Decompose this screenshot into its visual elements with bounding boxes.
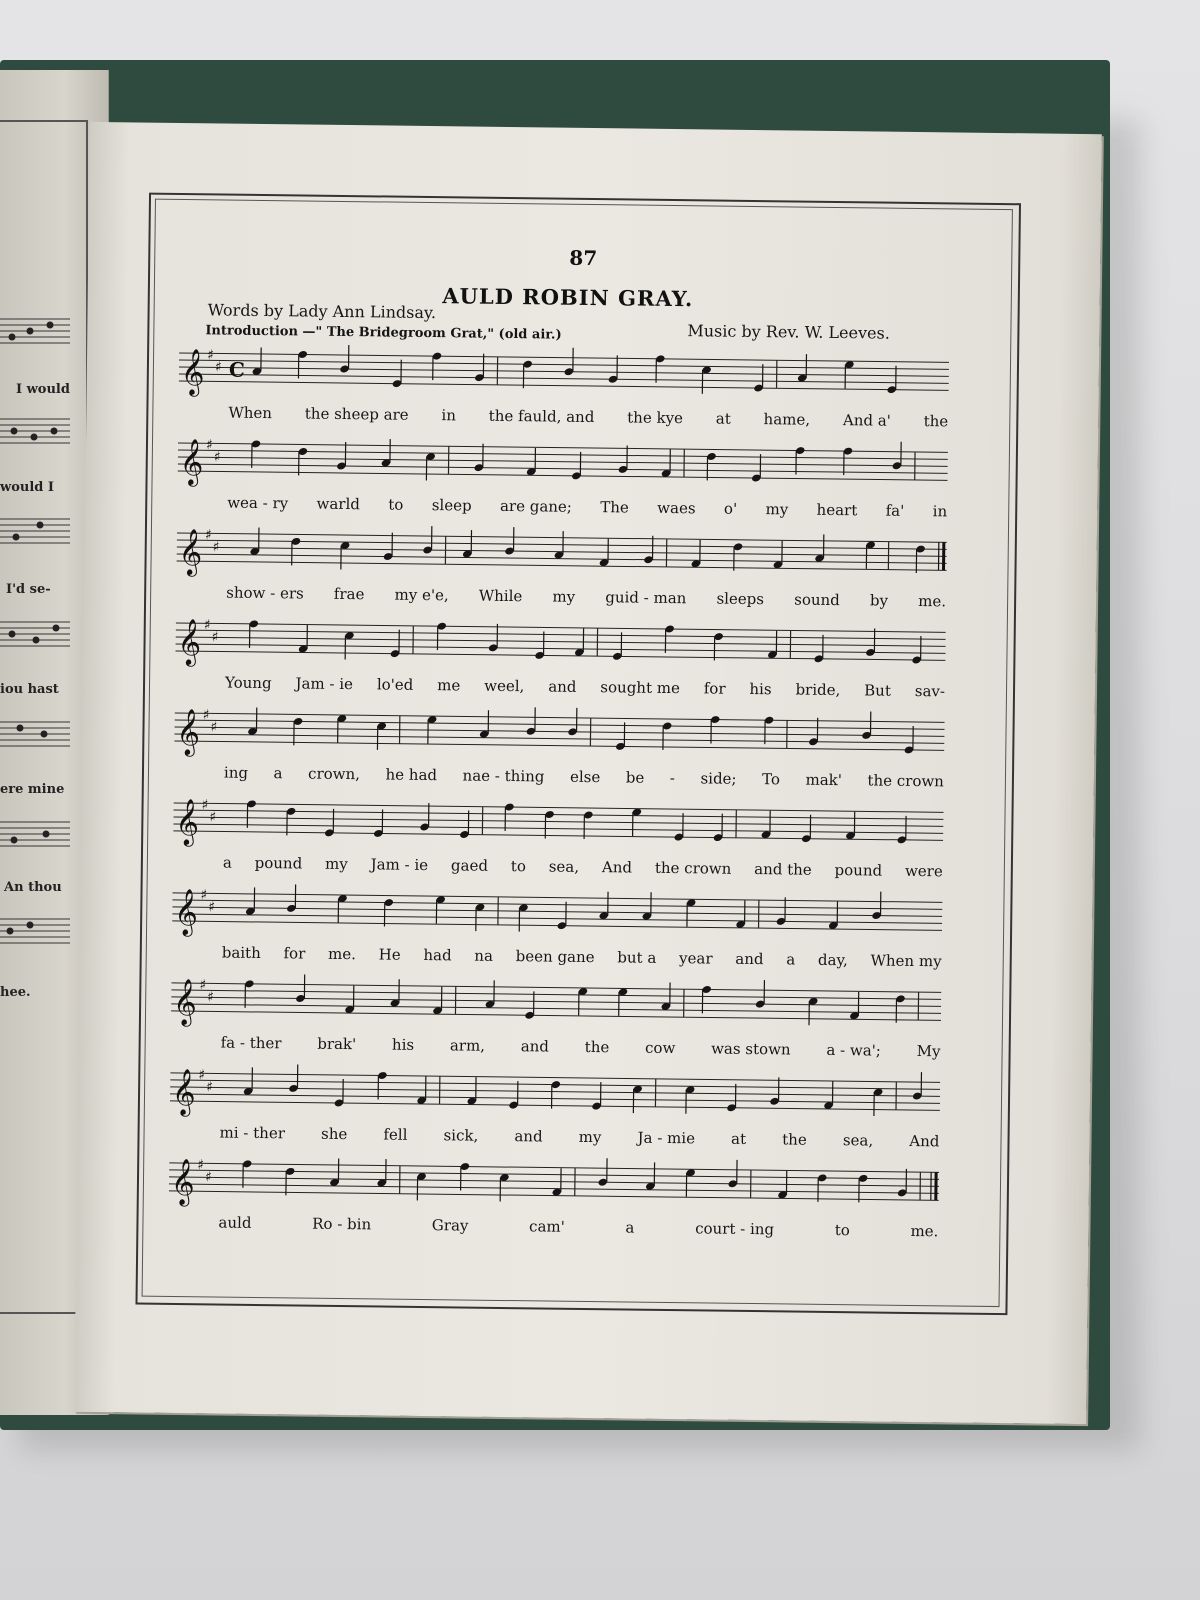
lyric-syllable: sea, <box>548 857 580 876</box>
lyric-syllable: and the <box>754 860 812 879</box>
lyric-syllable: else <box>569 767 601 787</box>
lyric-syllable: the crown <box>867 771 945 791</box>
left-staff-fragment <box>0 618 70 652</box>
left-staff-fragment <box>0 415 70 449</box>
lyric-syllable: the fauld, and <box>488 406 595 427</box>
lyric-syllable: side; <box>700 769 737 788</box>
music-staff <box>172 881 943 950</box>
sharp-icon: ♯ <box>205 437 213 454</box>
treble-clef-icon: 𝄞 <box>177 618 202 666</box>
song-title: AULD ROBIN GRAY. <box>442 283 694 312</box>
lyric-syllable: at <box>715 409 731 428</box>
sharp-icon: ♯ <box>204 527 212 544</box>
treble-clef-icon: 𝄞 <box>171 1068 196 1116</box>
lyric-syllable: brak' <box>317 1034 357 1054</box>
lyric-syllable: While <box>478 586 523 606</box>
left-page-text: An thou <box>4 880 62 895</box>
treble-clef-icon: 𝄞 <box>175 798 200 846</box>
lyric-syllable: year <box>678 949 713 968</box>
lyric-syllable: lo'ed <box>376 675 414 694</box>
lyric-syllable: in <box>441 406 457 425</box>
music-staff <box>171 971 942 1040</box>
treble-clef-icon: 𝄞 <box>180 348 205 396</box>
lyric-syllable: and <box>735 949 764 969</box>
left-page-text: I would <box>16 382 70 397</box>
lyric-syllable: his <box>749 679 772 699</box>
lyric-syllable: weel, <box>484 676 525 696</box>
lyric-syllable: court - ing <box>695 1219 775 1239</box>
lyric-syllable: was stown <box>711 1039 791 1059</box>
lyric-syllable: by <box>869 591 889 610</box>
sharp-icon: ♯ <box>200 887 208 904</box>
lyric-syllable: to <box>834 1221 850 1240</box>
lyric-syllable: my <box>324 854 348 874</box>
introduction-note: Introduction —" The Bridegroom Grat," (old air.) <box>205 323 562 343</box>
lyric-syllable: fell <box>383 1125 408 1144</box>
lyric-syllable: baith <box>221 943 261 963</box>
lyric-syllable: and <box>520 1037 550 1056</box>
lyric-syllable: a <box>786 950 796 969</box>
music-staff <box>177 431 948 500</box>
lyric-syllable: cow <box>644 1038 676 1058</box>
lyric-syllable: My <box>916 1042 941 1061</box>
music-staff <box>176 521 947 590</box>
lyric-syllable: hame, <box>763 410 811 429</box>
treble-clef-icon: 𝄞 <box>178 528 203 576</box>
lyric-syllable: mi - ther <box>219 1123 286 1143</box>
left-staff-fragment <box>0 915 70 949</box>
sharp-icon: ♯ <box>208 899 216 916</box>
sharp-icon: ♯ <box>197 1157 205 1174</box>
lyric-syllable: day, <box>817 950 848 970</box>
lyric-syllable: she <box>320 1124 348 1144</box>
lyric-syllable: crown, <box>308 764 361 784</box>
lyric-syllable: sought me <box>600 678 681 698</box>
lyric-syllable: a <box>273 764 283 783</box>
treble-clef-icon: 𝄞 <box>170 1158 195 1206</box>
lyric-syllable: warld <box>316 494 361 514</box>
lyric-syllable: When <box>228 403 273 423</box>
lyric-syllable: to <box>510 857 527 876</box>
lyric-syllable: Gray <box>431 1216 469 1235</box>
lyric-syllable: pound <box>834 861 883 880</box>
treble-clef-icon: 𝄞 <box>179 438 204 486</box>
lyric-syllable: been gane <box>515 947 595 967</box>
lyric-syllable: na <box>474 946 494 965</box>
sharp-icon: ♯ <box>201 797 209 814</box>
music-staff <box>175 611 946 680</box>
lyric-syllable: Ja - mie <box>637 1128 696 1148</box>
lyric-syllable: my e'e, <box>394 585 449 605</box>
lyric-syllable: bride, <box>795 680 841 700</box>
lyric-syllable: sav- <box>914 681 946 701</box>
sharp-icon: ♯ <box>203 617 211 634</box>
lyric-syllable: The <box>600 498 629 517</box>
lyric-syllable: sleeps <box>716 589 765 609</box>
lyric-syllable: cam' <box>529 1217 565 1236</box>
lyric-syllable: And a' <box>842 411 891 430</box>
lyric-syllable: And <box>601 858 633 877</box>
lyric-syllable: for <box>703 679 726 698</box>
lyric-syllable: my <box>552 587 576 606</box>
lyric-syllable: gaed <box>450 856 489 875</box>
lyric-syllable: mak' <box>805 770 843 790</box>
left-staff-fragment <box>0 315 70 349</box>
music-staff <box>174 701 945 770</box>
music-system <box>168 1151 939 1258</box>
lyric-syllable: a - wa'; <box>826 1040 882 1060</box>
lyric-syllable: nae - thing <box>462 766 545 786</box>
treble-clef-icon: 𝄞 <box>173 888 199 936</box>
lyric-syllable: the <box>584 1037 610 1057</box>
lyric-syllable: guid - man <box>605 588 687 608</box>
music-staff <box>179 341 950 410</box>
lyric-syllable: ing <box>223 763 249 782</box>
music-credit: Music by Rev. W. Leeves. <box>687 321 890 343</box>
sharp-icon: ♯ <box>199 977 207 994</box>
lyric-syllable: show - ers <box>226 583 304 603</box>
left-staff-fragment <box>0 818 70 852</box>
lyric-syllable: the kye <box>627 408 684 428</box>
lyric-syllable: and <box>548 677 577 696</box>
lyric-syllable: the <box>782 1130 807 1149</box>
lyric-syllable: a <box>625 1218 635 1237</box>
lyric-syllable: my <box>765 500 789 519</box>
lyric-syllable: he had <box>385 765 438 785</box>
lyric-syllable: arm, <box>449 1036 486 1055</box>
left-staff-fragment <box>0 718 70 752</box>
left-page-text: iou hast <box>0 682 59 697</box>
lyric-syllable: sick, <box>443 1126 479 1145</box>
common-time-icon: C <box>228 357 245 382</box>
lyric-syllable: a <box>222 853 232 872</box>
lyric-syllable: be <box>625 768 645 787</box>
treble-clef-icon: 𝄞 <box>176 708 201 756</box>
left-page-text: ere mine <box>0 782 65 797</box>
lyric-syllable: And <box>909 1131 940 1151</box>
music-staff <box>169 1151 940 1220</box>
page-number: 87 <box>569 245 598 271</box>
lyric-syllable: the crown <box>654 858 732 878</box>
sharp-icon: ♯ <box>214 359 222 376</box>
lyric-syllable: sound <box>794 590 840 610</box>
lyric-syllable: in <box>932 502 948 521</box>
sharp-icon: ♯ <box>204 1169 212 1186</box>
lyric-syllable: but a <box>617 948 657 967</box>
lyric-syllable: were <box>904 861 943 881</box>
lyric-syllable: frae <box>333 584 365 604</box>
music-staff <box>170 1061 941 1130</box>
left-page-text: hee. <box>0 985 31 1000</box>
sharp-icon: ♯ <box>202 707 210 724</box>
lyric-syllable: me <box>437 676 461 695</box>
lyric-syllable: Jam - ie <box>370 855 429 875</box>
lyric-syllable: To <box>761 770 781 789</box>
lyric-syllable: fa' <box>885 501 905 520</box>
left-staff-fragment <box>0 515 70 549</box>
lyric-syllable: sea, <box>842 1131 874 1150</box>
words-credit: Words by Lady Ann Lindsay. <box>207 300 437 323</box>
song-page <box>74 122 1102 1424</box>
lyric-syllable: are gane; <box>499 496 573 516</box>
treble-clef-icon: 𝄞 <box>172 978 198 1026</box>
lyric-syllable: fa - ther <box>220 1033 282 1053</box>
lyric-syllable: - <box>669 769 676 788</box>
left-page-frame <box>0 120 88 1314</box>
lyric-syllable: pound <box>254 853 303 873</box>
lyric-syllable: the <box>923 412 949 431</box>
lyric-syllable: waes <box>657 498 696 518</box>
lyric-syllable: When my <box>870 951 942 971</box>
lyric-syllable: to <box>388 495 404 514</box>
lyric-syllable: me. <box>327 944 357 964</box>
sharp-icon: ♯ <box>207 989 215 1006</box>
sharp-icon: ♯ <box>213 449 221 466</box>
lyric-syllable: o' <box>723 499 738 518</box>
sharp-icon: ♯ <box>198 1067 206 1084</box>
lyric-syllable: Young <box>224 673 272 693</box>
lyric-syllable: at <box>731 1129 747 1148</box>
lyric-syllable: me. <box>910 1221 939 1241</box>
lyric-syllable: me. <box>918 592 947 611</box>
music-staff <box>173 791 944 860</box>
lyric-syllable: He <box>378 945 401 964</box>
sharp-icon: ♯ <box>206 1079 214 1096</box>
lyric-syllable: Jam - ie <box>295 674 354 694</box>
lyric-syllable: heart <box>816 500 858 520</box>
sharp-icon: ♯ <box>212 539 220 556</box>
lyric-syllable: my <box>578 1127 602 1147</box>
sharp-icon: ♯ <box>210 719 218 736</box>
sharp-icon: ♯ <box>206 347 214 364</box>
lyric-syllable: and <box>514 1127 543 1146</box>
left-page-text: I'd se- <box>6 582 51 597</box>
left-page-text: would I <box>0 480 54 495</box>
lyric-syllable: for <box>283 944 306 963</box>
sharp-icon: ♯ <box>209 809 217 826</box>
lyric-syllable: his <box>391 1035 415 1054</box>
lyric-syllable: But <box>864 681 892 700</box>
lyric-syllable: Ro - bin <box>312 1214 372 1234</box>
lyric-syllable: auld <box>218 1213 252 1232</box>
lyric-syllable: had <box>423 946 452 965</box>
lyric-syllable: sleep <box>431 496 472 515</box>
lyric-syllable: wea - ry <box>227 493 289 513</box>
sharp-icon: ♯ <box>211 629 219 646</box>
lyric-syllable: the sheep are <box>304 404 409 424</box>
